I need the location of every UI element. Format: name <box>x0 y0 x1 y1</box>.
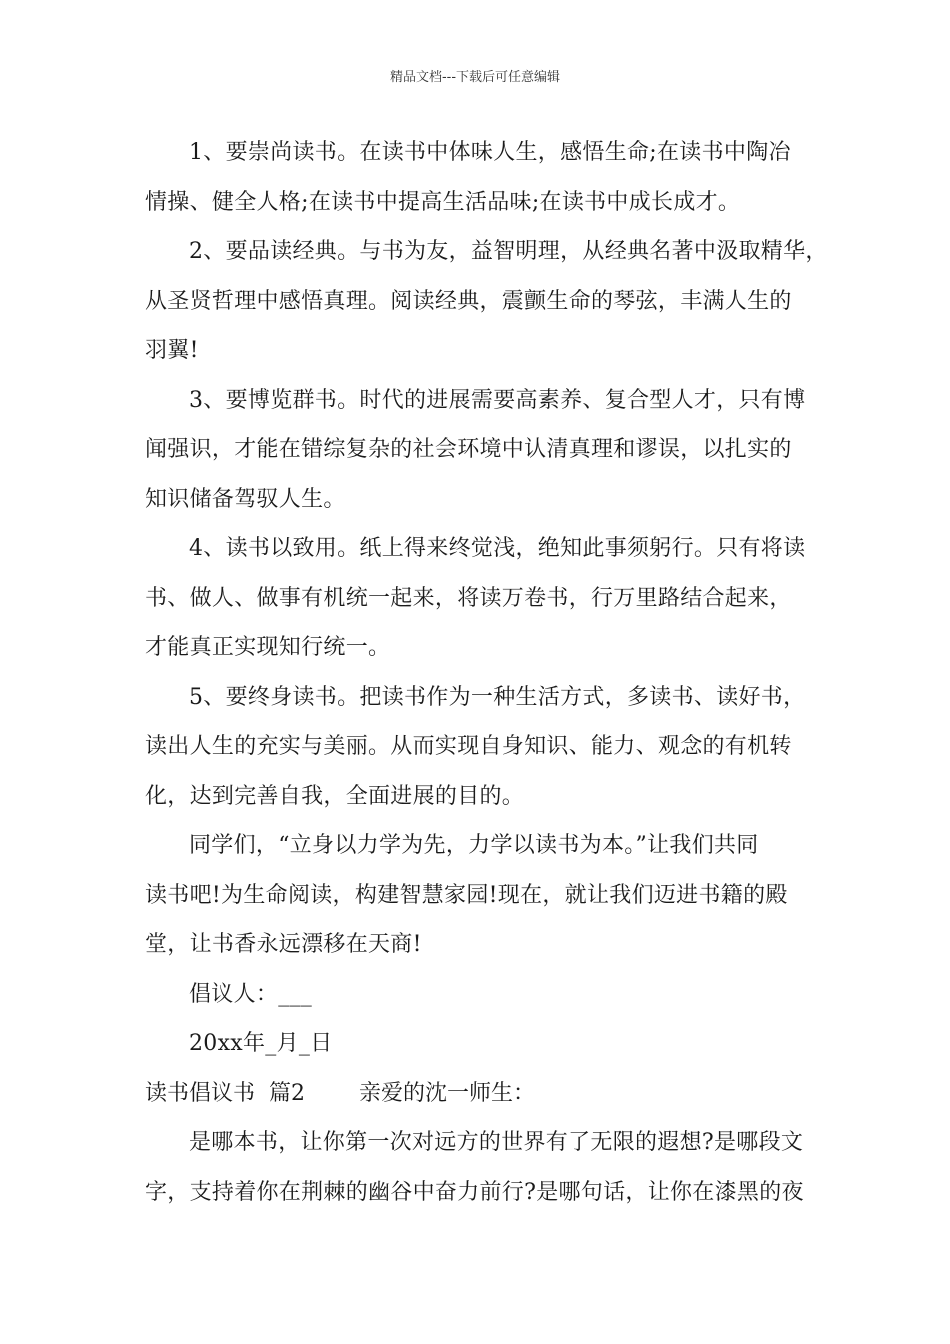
text-line: 5、要终身读书。把读书作为一种生活方式，多读书、读好书， <box>189 684 806 710</box>
text-line: 3、要博览群书。时代的进展需要高素养、复合型人才，只有博 <box>189 387 806 413</box>
signature-date <box>145 1019 835 1069</box>
text-line: 堂，让书香永远漂移在天商! <box>145 932 422 957</box>
paragraph-lifelong-reading <box>145 673 835 822</box>
text-line: 书、做人、做事有机统一起来，将读万卷书，行万里路结合起来， <box>145 585 792 611</box>
paragraph-read-widely <box>145 376 835 525</box>
text-line: 读书吧!为生命阅读，构建智慧家园!现在，就让我们迈进书籍的殿 <box>145 882 788 908</box>
paragraph-apply-reading <box>145 524 835 673</box>
text-line: 羽翼! <box>145 338 199 363</box>
paragraph-read-classics <box>145 227 835 376</box>
text-line: 1、要崇尚读书。在读书中体味人生，感悟生命;在读书中陶冶 <box>189 140 791 165</box>
text-line: 倡议人：___ <box>189 981 313 1007</box>
document-body <box>145 128 835 1217</box>
text-line: 才能真正实现知行统一。 <box>145 635 391 660</box>
page-header: 精品文档---下载后可任意编辑 <box>389 70 561 85</box>
signature-initiator <box>145 970 835 1020</box>
text-line: 情操、健全人格;在读书中提高生活品味;在读书中成长成才。 <box>145 189 741 215</box>
paragraph-which-book <box>145 1118 835 1217</box>
text-line: 20xx年_月_日 <box>189 1031 333 1056</box>
text-line: 知识储备驾驭人生。 <box>145 486 346 512</box>
text-line: 从圣贤哲理中感悟真理。阅读经典，震颤生命的琴弦，丰满人生的 <box>145 288 792 314</box>
text-line: 是哪本书，让你第一次对远方的世界有了无限的遐想?是哪段文 <box>189 1130 804 1155</box>
text-line: 4、读书以致用。纸上得来终觉浅，绝知此事须躬行。只有将读 <box>189 536 806 561</box>
section-2-title: 读书倡议书 篇2 <box>145 1080 305 1106</box>
text-line: 闻强识，才能在错综复杂的社会环境中认清真理和谬误，以扎实的 <box>145 437 792 462</box>
paragraph-closing-appeal <box>145 821 835 970</box>
section-2-heading <box>145 1069 835 1119</box>
text-line: 化，达到完善自我，全面进展的目的。 <box>145 783 525 809</box>
paragraph-read-reverently <box>145 128 835 227</box>
text-line: 2、要品读经典。与书为友，益智明理，从经典名著中汲取精华， <box>189 239 828 264</box>
section-2-salutation: 亲爱的沈一师生： <box>358 1080 535 1106</box>
text-line: 字，支持着你在荆棘的幽谷中奋力前行?是哪句话，让你在漆黑的夜 <box>145 1179 804 1205</box>
text-line: 同学们，“立身以力学为先，力学以读书为本。”让我们共同 <box>189 833 759 858</box>
text-line: 读出人生的充实与美丽。从而实现自身知识、能力、观念的有机转 <box>145 734 792 759</box>
